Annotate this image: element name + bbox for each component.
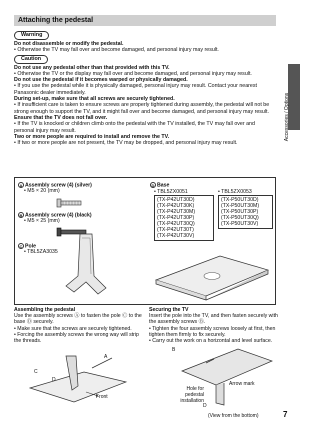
part-c-spec: • TBL5ZA3035: [24, 249, 58, 256]
assembly-label-c: C: [34, 369, 38, 375]
side-label-text: Accessories / Options: [284, 92, 290, 142]
securing-section: [149, 307, 279, 344]
caution-heading-4: Ensure that the TV does not fall over.: [14, 114, 108, 121]
part-a-spec: • M5 × 20 (mm): [24, 188, 60, 195]
model-item: (TX-P42UT30P): [157, 214, 195, 221]
part-d-col2-title: • TBL5ZX0053: [218, 189, 252, 195]
model-item: (TX-P50UT30D): [221, 196, 259, 203]
caution-text-2: • If you use the pedestal while it is physically damaged, personal injury may result. Contact your nearest Panasonic dealer immediately.: [14, 83, 257, 96]
model-item: (TX-P50UT30P): [221, 208, 259, 215]
part-c-label: Pole: [25, 243, 36, 250]
securing-text: Insert the pole into the TV, and then fasten securely with the assembly screws Ⓑ.: [149, 313, 278, 326]
securing-bullet-1: • Tighten the four assembly screws loosely at first, then tighten them firmly to fix securely.: [149, 325, 276, 338]
assembling-section: [14, 307, 142, 344]
caution-heading-1: Do not use any pedestal other than that provided with this TV.: [14, 64, 170, 71]
assembly-label-a: A: [104, 354, 108, 360]
securing-heading: Securing the TV: [149, 307, 189, 313]
part-a-letter: A: [19, 183, 23, 188]
section-title: Attaching the pedestal: [18, 17, 94, 24]
securing-bullet-2: • Carry out the work on a horizontal and level surface.: [149, 338, 273, 345]
assembly-label-d: D: [52, 377, 56, 383]
model-item: (TX-P50UT30M): [221, 202, 260, 209]
pole-illustration: [58, 230, 118, 300]
caution-heading-2: Do not use the pedestal if it becomes warped or physically damaged.: [14, 77, 188, 84]
part-b-letter: B: [19, 213, 23, 218]
caution-heading-3: During set-up, make sure that all screws are securely tightened.: [14, 96, 175, 103]
safety-text: [14, 30, 276, 146]
caution-heading-5: Two or more people are required to install and remove the TV.: [14, 133, 170, 140]
warning-badge: Warning: [14, 31, 49, 40]
warning-heading: Do not disassemble or modify the pedestal.: [14, 40, 124, 47]
model-item: (TX-P50UT30V): [221, 220, 259, 227]
view-label: (View from the bottom): [208, 413, 259, 419]
caution-text-4: • If the TV is knocked or children climb onto the pedestal with the TV installed, the TV may fall over and personal injury may result.: [14, 121, 255, 134]
part-d-col1-title: • TBL5ZX0051: [154, 189, 188, 195]
part-b-label: Assembly screw (4) (black): [25, 212, 92, 219]
part-b-spec: • M5 × 25 (mm): [24, 218, 60, 225]
part-c-letter: C: [19, 244, 23, 249]
securing-label-b: B: [172, 347, 176, 353]
section-header: [14, 15, 276, 26]
part-a-label: Assembly screw (4) (silver): [25, 182, 92, 189]
hole-label: Hole for pedestal installation: [180, 386, 204, 404]
base-illustration: [150, 246, 274, 302]
arrow-mark-label: Arrow mark: [229, 381, 255, 387]
model-item: (TX-P42UT30M): [157, 208, 196, 215]
assembling-bullet-2: • Forcing the assembly screws the wrong way will strip the threads.: [14, 331, 139, 345]
caution-text-3: • If insufficient care is taken to ensure screws are properly tightened during assembly, the pedestal will not be strong enough to support the TV, and it might fall over and become damaged, and personal injury may result.: [14, 102, 270, 115]
part-d: [150, 182, 169, 188]
part-d-models-col1: [154, 189, 214, 241]
securing-label-d: D: [203, 403, 207, 409]
caution-text-5: • If two or more people are not present, the TV may be dropped, and personal injury may result.: [14, 140, 238, 147]
part-b: [18, 212, 92, 225]
model-item: (TX-P42UT30V): [157, 233, 195, 240]
page-number: 7: [283, 410, 288, 419]
part-c: [18, 243, 58, 256]
front-label: Front: [96, 394, 108, 400]
model-item: (TX-P42UT30D): [157, 196, 195, 203]
assembly-diagram: [26, 352, 136, 408]
part-d-col1-list: [154, 195, 214, 241]
model-item: (TX-P42UT30Q): [157, 220, 195, 227]
model-item: (TX-P42UT30T): [157, 227, 194, 234]
warning-item: • Otherwise the TV may fall over and become damaged, and personal injury may result.: [14, 46, 219, 53]
model-item: (TX-P50UT30Q): [221, 214, 259, 221]
part-d-label: Base: [157, 182, 170, 189]
assembling-heading: Assembling the pedestal: [14, 307, 76, 313]
part-a: [18, 182, 92, 195]
model-item: (TX-P42UT30K): [157, 202, 195, 209]
part-d-col2-list: [218, 195, 273, 228]
part-d-letter: D: [151, 183, 155, 188]
screw-silver-icon: [55, 196, 85, 210]
side-label: [280, 62, 294, 172]
caution-badge: Caution: [14, 55, 48, 64]
part-d-models-col2: [218, 189, 273, 229]
assembling-bullet-1: • Make sure that the screws are securely tightened.: [14, 325, 132, 332]
caution-text-1: • Otherwise the TV or the display may fall over and become damaged, and personal injury may result.: [14, 70, 252, 77]
assembling-text: Use the assembly screws Ⓐ to fasten the pole Ⓒ to the base Ⓓ securely.: [14, 313, 142, 326]
